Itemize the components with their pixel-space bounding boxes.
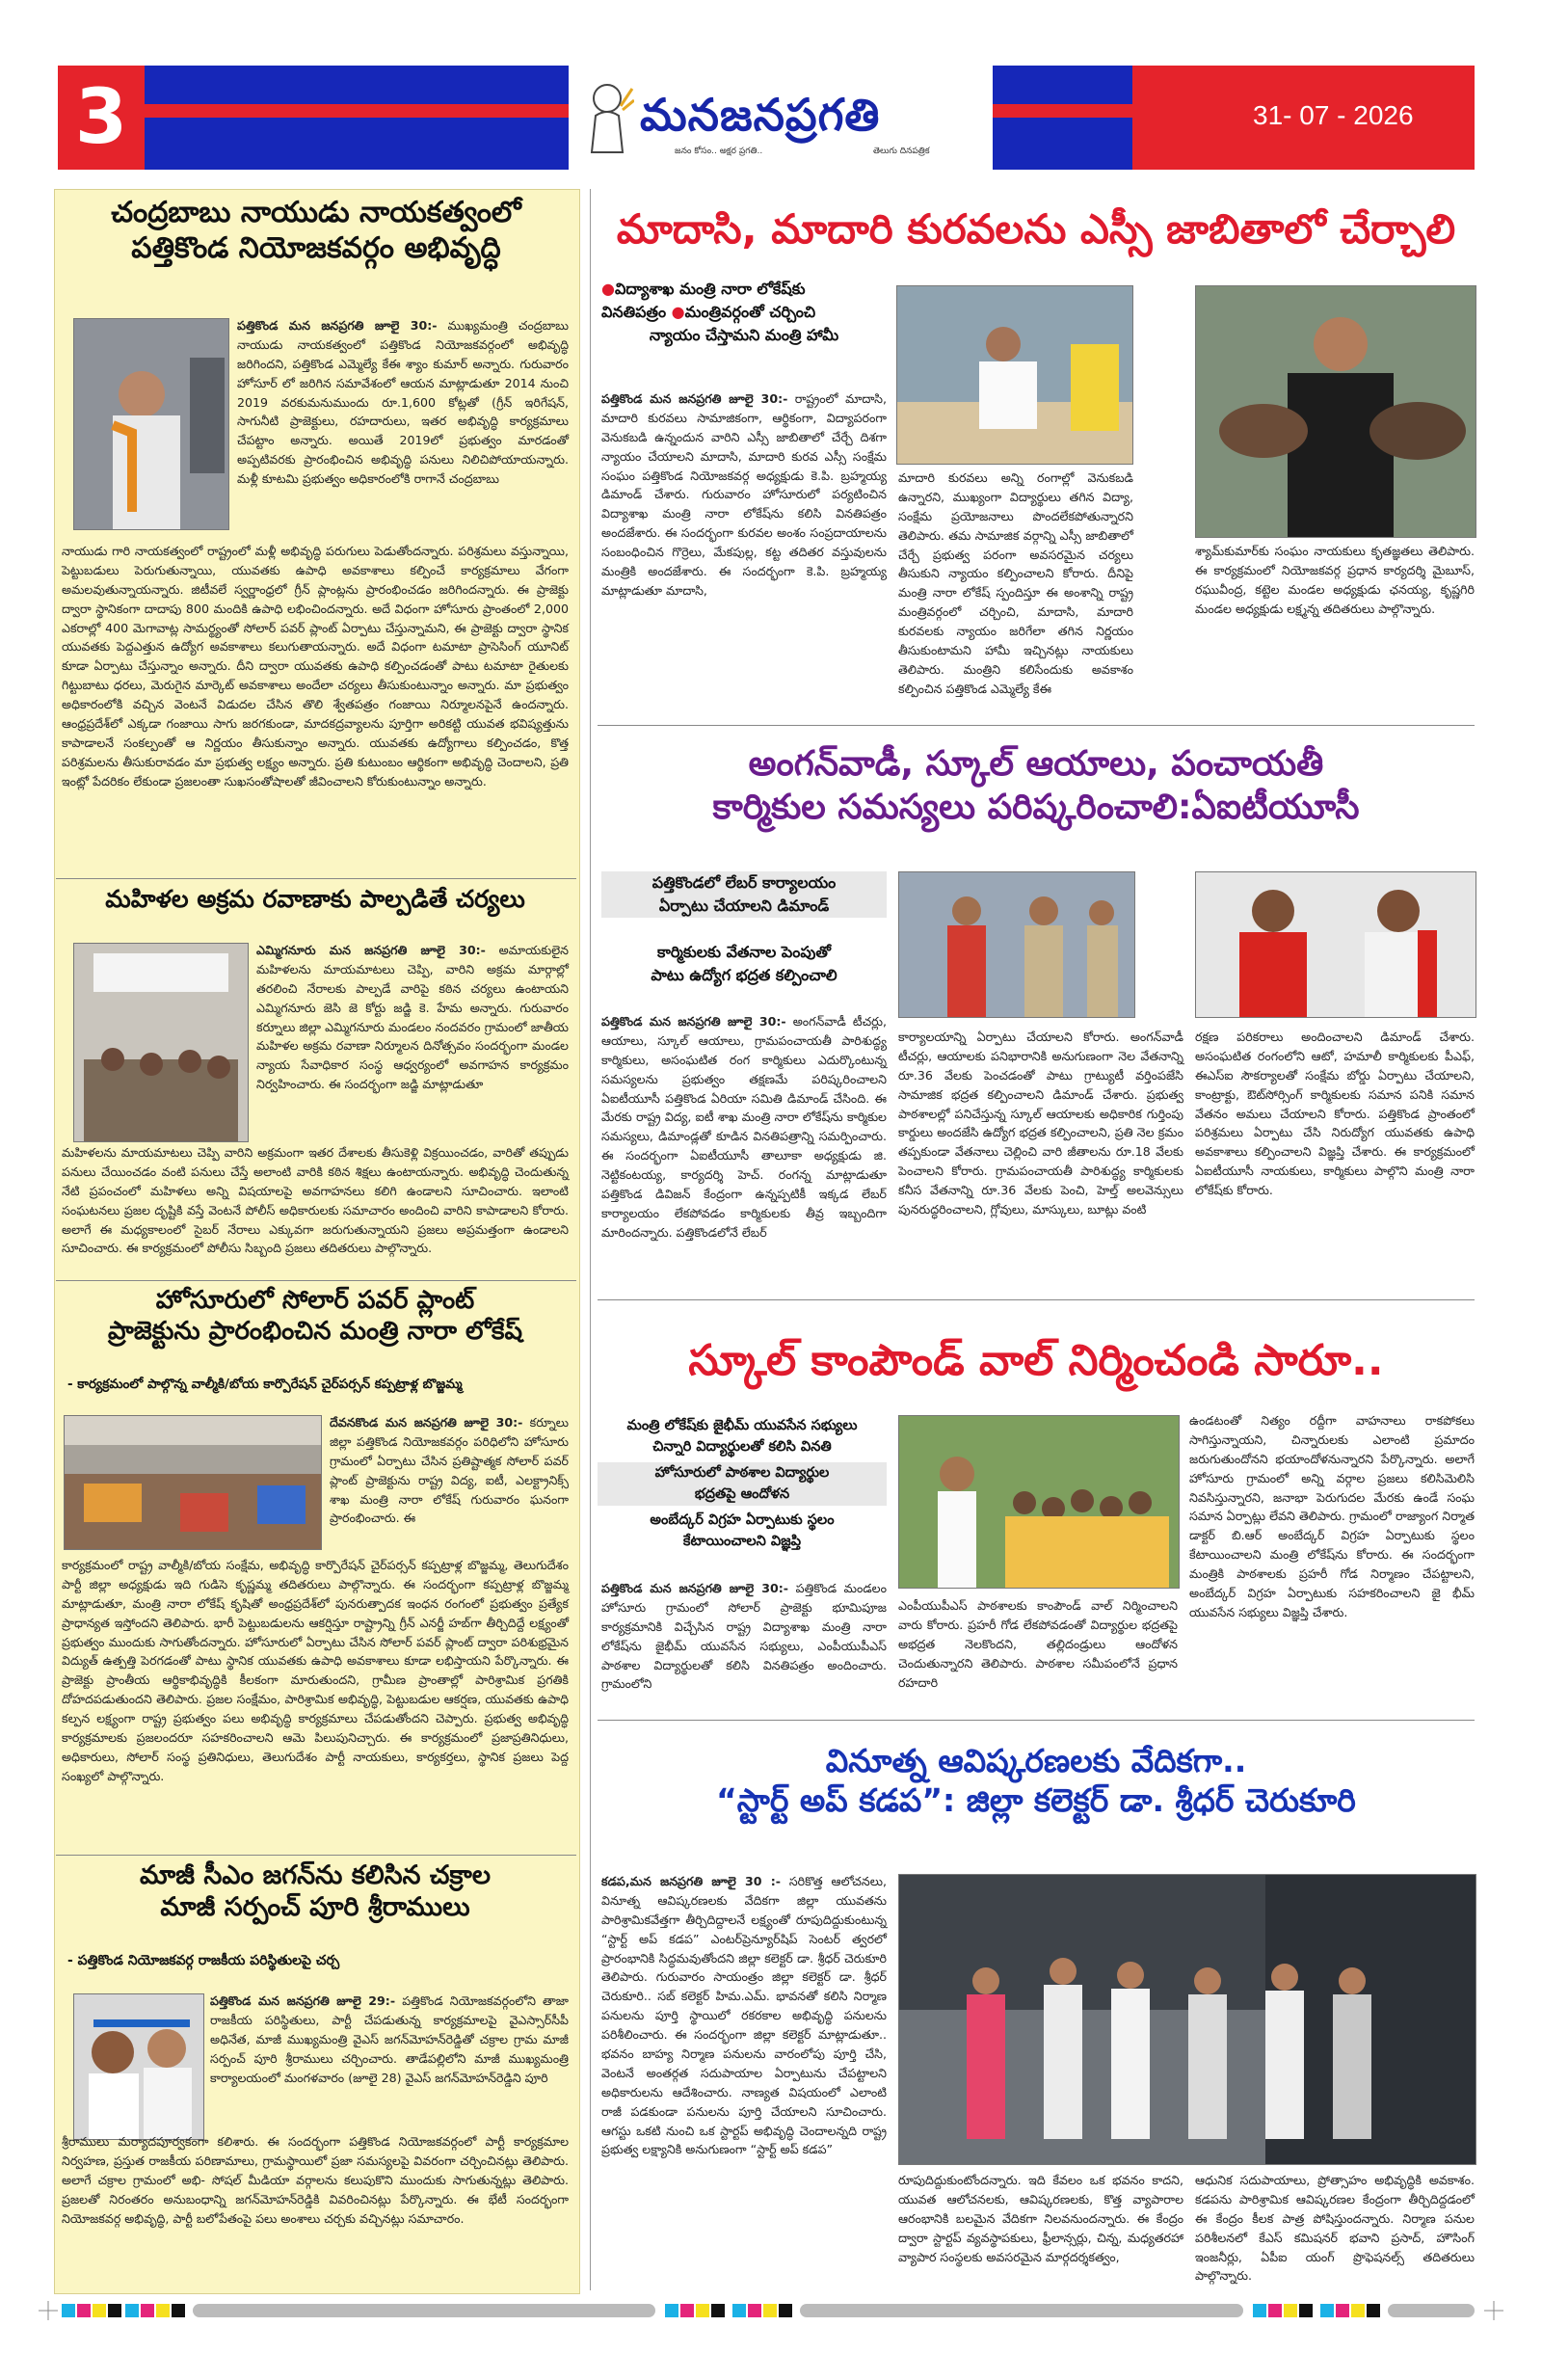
r1-col-3: శ్యామ్‌కుమార్‌కు సంఘం నాయకులు కృతజ్ఞతలు తెలిపారు. ఈ కార్యక్రమంలో నియోజకవర్గ ప్రధాన కార్యదర్శి మైబూస్, రఘువీంద్ర, కట్టెల మండల అధ్యక్షుడు ఛనయ్య, కృష్ణగిరి మండల అధ్యక్షుడు లక్ష్మన్న తదితరులు పాల్గొన్నారు. bbox=[1195, 544, 1475, 616]
issue-date: 31- 07 - 2026 bbox=[1253, 100, 1414, 130]
r4-headline-line2: “స్టార్ట్ అప్ కడప”: జిల్లా కలెక్టర్ డా. శ్రీధర్ చెరుకూరి bbox=[716, 1781, 1356, 1820]
r4-headline-line1: వినూత్న ఆవిష్కరణలకు వేదికగా.. bbox=[825, 1742, 1247, 1779]
r3-sub1: మంత్రి లోకేష్‌కు జైభీమ్ యువసేన సభ్యులు bbox=[626, 1418, 858, 1433]
r4-col-1-top bbox=[601, 1872, 887, 2159]
r4-dateline: కడప,మన జనప్రగతి జూలై 30 :- bbox=[601, 1874, 782, 1888]
r1-col-1-text: రాష్ట్రంలో మాదాసి, మాదారి కురవలు సామాజికంగా, ఆర్థికంగా, విద్యాపరంగా వెనుకబడి ఉన్నందున వారిని ఎస్సీ జాబితాలో చేర్చే దిశగా న్యాయం చేయాలని మాదాసి, మాదారి కురవ ఎస్సీ సంక్షేమ సంఘం పత్తికొండ నియోజకవర్గ అధ్యక్షుడు కె.పి. బ్రహ్మయ్య డిమాండ్ చేశారు. గురువారం హోసూరులో పర్యటించిన విద్యాశాఖ మంత్రి నారా లోకేష్‌ను కలిసి వినతిపత్రం అందజేశారు. ఈ సందర్భంగా కురవల అంశం సంప్రదాయాలను సంబంధించిన గొర్రెలు, మేకపుల్ల, కట్ట తదితర వస్తువులను మంత్రికి అందజేశారు. ఈ సందర్భంగా కె.పి. బ్రహ్మయ్య మాట్లాడుతూ మాదాసి, bbox=[601, 391, 887, 598]
paper-name: మనజనప్రగతి bbox=[640, 89, 881, 141]
r4-col-1-top-text: సరికొత్త ఆలోచనలు, వినూత్న ఆవిష్కరణలకు వేదికగా జిల్లా యువతను పారిశ్రామికవేత్తగా తీర్చిదిద్దాలనే లక్ష్యంతో రూపుదిద్దుకుంటున్న “స్టార్ట్ అప్ కడప” ఎంటర్‌ప్రెన్యూర్‌షిప్ సెంటర్ త్వరలో ప్రారంభానికి సిద్ధమవుతోందని జిల్లా కలెక్టర్ డా. శ్రీధర్ చెరుకూరి తెలిపారు. గురువారం సాయంత్రం జిల్లా కలెక్టర్ డా. శ్రీధర్ చెరుకూరి.. సబ్ కలెక్టర్ హిమ.ఎమ్. భావనతో కలిసి నిర్మాణ పనులను పూర్తి స్థాయిలో రకరకాల అభివృద్ధి పనులను పరిశీలించారు. ఈ సందర్భంగా జిల్లా కలెక్టర్ మాట్లాడుతూ.. భవనం బాహ్య నిర్మాణ పనులను వారంలోపు పూర్తి చేసి, వెంటనే అంతర్గత సదుపాయాల ఏర్పాటును చేపట్టాలని అధికారులను ఆదేశించారు. నాణ్యత విషయంలో ఎలాంటి రాజీ పడకుండా పనులను పూర్తి చేయాలని సూచించారు. ఆగస్టు ఒకటి నుంచి ఒక స్టార్టప్ అభివృద్ధి చెందాలన్నది రాష్ట్ర ప్రభుత్వ లక్ష్యానికి అనుగుణంగా “స్టార్ట్ అప్ కడప” bbox=[601, 1874, 887, 2157]
r4-col-2-bottom: ఆధునిక సదుపాయాలు, ప్రోత్సాహం అభివృద్ధికి అవకాశం. కడపను పారిశ్రామిక ఆవిష్కరణల కేంద్రంగా తీర్చిదిద్దడంలో ఈ కేంద్రం కీలక పాత్ర పోషిస్తుందన్నారు. నిర్మాణ పనుల పరిశీలనలో కేఎస్ కమిషనర్ భవాని ప్రసాద్, హౌసింగ్ ఇంజనీర్లు, ఏపీఐ యంగ్ ప్రొఫెషనల్స్ తదితరులు పాల్గొన్నారు. bbox=[1195, 2173, 1475, 2284]
bullet-icon: ● bbox=[671, 303, 685, 321]
article-3-headline-line2: ప్రాజెక్టును ప్రారంభించిన మంత్రి నారా లోకేష్ bbox=[107, 1316, 523, 1346]
r2-col-3: రక్షణ పరికరాలు అందించాలని డిమాండ్ చేశారు. అసంఘటిత రంగంలోని ఆటో, హమాలీ కార్మికులకు పీఎఫ్, ఈఎస్‌ఐ సౌకర్యాలతో సంక్షేమ బోర్డు ఏర్పాటు చేయాలని, కాంట్రాక్టు, ఔట్‌సోర్సింగ్ కార్మికులకు సమాన పనికి సమాన వేతనం అమలు చేయాలని కోరారు. పత్తికొండ ప్రాంతంలో పరిశ్రమలు ఏర్పాటు చేసి నిరుద్యోగ యువతకు ఉపాధి అవకాశాలు కల్పించాలని విజ్ఞప్తి చేశారు. ఈ కార్యక్రమంలో ఏఐటీయూసీ నాయకులు, కార్మికులు పాల్గొని మంత్రి నారా లోకేష్‌కు కోరారు. bbox=[1195, 1030, 1475, 1198]
r3-sub6: కేటాయించాలని విజ్ఞప్తి bbox=[682, 1534, 802, 1550]
article-4-headline-line2: మాజీ సర్పంచ్ పూరి శ్రీరాములు bbox=[160, 1891, 470, 1922]
article-3-subhead: - కార్యక్రమంలో పాల్గొన్న వాల్మీకి/బోయ కార్పొరేషన్ చైర్‌పర్సన్ కప్పట్రాళ్ల బొజ్జమ్మ bbox=[67, 1377, 463, 1392]
r1-headline: మాదాసి, మాదారి కురవలను ఎస్సీ జాబితాలో చేర్చాలి bbox=[616, 205, 1456, 253]
article-4-headline bbox=[60, 1860, 571, 1924]
article-4-body-side bbox=[210, 1992, 569, 2087]
r1-sub1: విద్యాశాఖ మంత్రి నారా లోకేష్‌కు bbox=[614, 280, 806, 298]
r3-dateline: పత్తికొండ మన జనప్రగతి జూలై 30:- bbox=[601, 1581, 788, 1595]
article-1-body-side-text: ముఖ్యమంత్రి చంద్రబాబు నాయుడు నాయకత్వంలో పత్తికొండ నియోజకవర్గంలో అభివృద్ధి జరిగిందని, పత్తికొండ ఎమ్మెల్యే కేఈ శ్యాం కుమార్ అన్నారు. గురువారం హోసూర్ లో జరిగిన సమావేశంలో ఆయన మాట్లాడుతూ 2014 నుంచి 2019 వరకుమనుముందు రూ.1,600 కోట్లతో (గ్రీన్ ఇరిగేషన్, సాగునీటి ప్రాజెక్టులు, రహదారులు, ఇతర అభివృద్ధి కార్యక్రమాలు చేపట్టాం అన్నారు. అయితే 2019లో ప్రభుత్వం మారడంతో అప్పటివరకు ప్రారంభించిన అభివృద్ధి పనులు నిలిచిపోయాయన్నారు. మళ్లీ కూటమి ప్రభుత్వం అధికారంలోకి రాగానే చంద్రబాబు bbox=[237, 318, 569, 487]
r2-sub4: పాటు ఉద్యోగ భద్రత కల్పించాలి bbox=[651, 966, 837, 984]
r1-dateline: పత్తికొండ మన జనప్రగతి జూలై 30:- bbox=[601, 391, 788, 406]
article-4-photo bbox=[73, 1993, 204, 2140]
r2-headline-line2: కార్మికుల సమస్యలు పరిష్కరించాలి:ఏఐటీయూసీ bbox=[712, 788, 1360, 827]
r3-sub2: చిన్నారి విద్యార్థులతో కలిసి వినతి bbox=[652, 1439, 832, 1456]
print-color-strip bbox=[39, 2298, 1503, 2323]
r1-subheads bbox=[601, 278, 887, 347]
r2-subhead-2 bbox=[601, 941, 887, 987]
paper-tagline-right: తెలుగు దినపత్రిక bbox=[873, 147, 930, 156]
article-2-dateline: ఎమ్మిగనూరు మన జనప్రగతి జూలై 30:- bbox=[256, 943, 486, 957]
r1-col-1 bbox=[601, 389, 887, 601]
article-3-body-side-text: కర్నూలు జిల్లా పత్తికొండ నియోజకవర్గం పరిధిలోని హోసూరు గ్రామంలో ఏర్పాటు చేసిన ప్రతిష్టాత్మక సోలార్ పవర్ ప్లాంట్ ప్రాజెక్టును రాష్ట్ర విద్య, ఐటీ, ఎలక్ట్రానిక్స్ శాఖ మంత్రి నారా లోకేష్ గురువారం ఘనంగా ప్రారంభించారు. ఈ bbox=[330, 1415, 569, 1526]
separator bbox=[598, 1299, 1475, 1300]
separator bbox=[56, 1855, 576, 1856]
article-1-headline bbox=[67, 196, 565, 266]
gandhi-logo-icon bbox=[584, 77, 634, 156]
r2-col-2: కార్యాలయాన్ని ఏర్పాటు చేయాలని కోరారు. అంగన్‌వాడీ టీచర్లు, ఆయాలకు పనిభారానికి అనుగుణంగా నెల వేతనాన్ని రూ.36 వేలకు పెంచడంతో పాటు గ్రాట్యుటీ వర్తింపజేసి సామాజిక భద్రత కల్పించాలని డిమాండ్ చేశారు. ప్రభుత్వ పాఠశాలల్లో పనిచేస్తున్న స్కూల్ ఆయాలకు అధికారిక గుర్తింపు కార్డులు అందజేసి ఉద్యోగ భద్రత కల్పించాలని, ప్రతి నెల క్రమం తప్పకుండా వేతనాలు చెల్లించి వారి జీతాలను రూ.18 వేలకు పెంచాలని కోరారు. గ్రామపంచాయతీ పారిశుద్ధ్య కార్మికులకు కనీస వేతనాన్ని రూ.36 వేలకు పెంచి, హెల్త్ అలవెన్సులు పునరుద్ధరించాలని, గ్లోవులు, మాస్కులు, బూట్లు వంటి bbox=[898, 1030, 1183, 1217]
r3-col-1-text: పత్తికొండ మండలం హోసూరు గ్రామంలో సోలార్ ప్రాజెక్టు భూమిపూజ కార్యక్రమానికి విచ్చేసిన రాష్ట్ర విద్యాశాఖ మంత్రి నారా లోకేష్‌ను జైభీమ్ యువసేన సభ్యులు, ఎంపీయుపీఎస్ పాఠశాల విద్యార్థులతో కలిసి వినతిపత్రం అందించారు. గ్రామంలోని bbox=[601, 1581, 887, 1692]
r3-sub4: భద్రతపై ఆందోళన bbox=[694, 1486, 790, 1503]
bullet-icon: ● bbox=[601, 280, 615, 298]
r1-sub2: వినతిపత్రం bbox=[601, 303, 667, 321]
r3-subheads bbox=[598, 1415, 887, 1553]
article-3-headline bbox=[60, 1286, 571, 1347]
article-1-headline-line2: పత్తికొండ నియోజకవర్గం అభివృద్ధి bbox=[131, 230, 501, 265]
article-4-headline-line1: మాజీ సీఎం జగన్‌ను కలిసిన చక్రాల bbox=[139, 1860, 491, 1890]
r2-sub1: పత్తికొండలో లేబర్ కార్యాలయం bbox=[651, 873, 837, 892]
r1-sub3: మంత్రివర్గంతో చర్చించి bbox=[684, 303, 816, 321]
article-3-body-side bbox=[330, 1413, 569, 1528]
r3-sub3: హోసూరులో పాఠశాల విద్యార్థుల bbox=[654, 1464, 830, 1481]
r2-sub2: ఏర్పాటు చేయాలని డిమాండ్ bbox=[658, 896, 830, 915]
article-3-body: కార్యక్రమంలో రాష్ట్ర వాల్మీకి/బోయ సంక్షేమ, అభివృద్ధి కార్పొరేషన్ చైర్‌పర్సన్ కప్పట్రాళ్ల బొజ్జమ్మ, తెలుగుదేశం పార్టీ జిల్లా అధ్యక్షుడు ఇది గుడిసె కృష్ణమ్మ తదితరులు పాల్గొన్నారు. ఈ సందర్భంగా కప్పట్రాళ్ల బొజ్జమ్మ మాట్లాడుతూ, మంత్రి నారా లోకేష్ కృషితో అంధ్రప్రదేశ్‌లో పునరుత్పాదక ఇంధన రంగంలో ప్రభుత్వం ప్రత్యేక ప్రాధాన్యత ఇస్తోందని తెలిపారు. భారీ పెట్టుబడులను ఆకర్షిస్తూ రాష్ట్రాన్ని గ్రీన్ ఎనర్జీ హబ్‌గా తీర్చిదిద్దే లక్ష్యంతో ప్రభుత్వం ముందుకు సాగుతోందన్నారు. హోసూరులో ఏర్పాటు చేసిన సోలార్ పవర్ ప్లాంట్ ద్వారా పరిశుభ్రమైన విద్యుత్ ఉత్పత్తి పెరగడంతో పాటు స్థానిక యువతకు ఉపాధి అవకాశాలు కూడా లభిస్తాయని పేర్కొన్నారు. ఈ ప్రాజెక్టు ప్రాంతీయ ఆర్థికాభివృద్ధికి కీలకంగా మారుతుందని, గ్రామీణ ప్రాంతాల్లో పారిశ్రామిక ప్రగతికి దోహదపడుతుందని తెలిపారు. ప్రజల సంక్షేమం, పారిశ్రామిక అభివృద్ధి, పెట్టుబడుల ఆకర్షణ, యువతకు ఉపాధి కల్పన లక్ష్యంగా రాష్ట్ర ప్రభుత్వం పలు అభివృద్ధి కార్యక్రమాలు చేపడుతోందని చెప్పారు. ప్రభుత్వ అభివృద్ధి కార్యక్రమాలకు ప్రజలందరూ సహకరించాలని ఆమె పిలుపునిచ్చారు. ఈ కార్యక్రమంలో ప్రజాప్రతినిధులు, అధికారులు, సోలార్ సంస్థ ప్రతినిధులు, తెలుగుదేశం పార్టీ నాయకులు, కార్యకర్తలు, స్థానిక ప్రజలు పెద్ద సంఖ్యలో పాల్గొన్నారు. bbox=[62, 1558, 569, 1783]
r2-col-1-text: అంగన్‌వాడీ టీచర్లు, ఆయాలు, స్కూల్ ఆయాలు, గ్రామపంచాయతీ పారిశుద్ధ్య కార్మికులు, అసంఘటిత రంగ కార్మికులు ఎదుర్కొంటున్న సమస్యలను ప్రభుత్వం తక్షణమే పరిష్కరించాలని ఏఐటీయూసీ పత్తికొండ ఏరియా సమితి డిమాండ్ చేసింది. ఈ మేరకు రాష్ట్ర విద్య, ఐటీ శాఖ మంత్రి నారా లోకేష్‌ను కార్మికుల సమస్యలు, డిమాండ్లతో కూడిన వినతిపత్రాన్ని సమర్పించారు. ఈ సందర్భంగా ఏఐటీయూసీ తాలూకా అధ్యక్షుడు జి. నెట్టికంటయ్య, కార్యదర్శి హెచ్. రంగన్న మాట్లాడుతూ పత్తికొండ డివిజన్ కేంద్రంగా ఉన్నప్పటికీ ఇక్కడ లేబర్ కార్యాలయం లేకపోవడం కార్మికులకు తీవ్ర ఇబ్బందిగా మారిందన్నారు. పత్తికొండలోనే లేబర్ bbox=[601, 1014, 887, 1240]
r2-dateline: పత్తికొండ మన జనప్రగతి జూలై 30:- bbox=[601, 1014, 786, 1029]
r3-headline: స్కూల్ కాంపౌండ్ వాల్ నిర్మించండి సారూ.. bbox=[688, 1336, 1384, 1385]
article-1-body-side bbox=[237, 316, 569, 489]
page-number: 3 bbox=[74, 74, 128, 161]
article-1-photo bbox=[73, 318, 229, 530]
article-1-headline-line1: చంద్రబాబు నాయుడు నాయకత్వంలో bbox=[111, 196, 521, 229]
r2-photo-2 bbox=[1195, 871, 1476, 1018]
article-3-photo bbox=[64, 1415, 322, 1550]
r1-photo-2 bbox=[1195, 285, 1476, 538]
r3-photo bbox=[898, 1415, 1180, 1589]
separator bbox=[56, 878, 576, 879]
article-2-photo bbox=[73, 943, 249, 1142]
separator bbox=[598, 1720, 1475, 1721]
masthead-blue-band-left bbox=[145, 66, 569, 170]
r1-photo-1 bbox=[896, 285, 1133, 465]
r4-headline bbox=[598, 1741, 1475, 1821]
separator bbox=[598, 725, 1475, 726]
r4-photo bbox=[898, 1874, 1476, 2165]
article-3-dateline: దేవనకొండ మన జనప్రగతి జూలై 30:- bbox=[330, 1415, 523, 1430]
separator bbox=[56, 1280, 576, 1281]
article-4-subhead: - పత్తికొండ నియోజకవర్గ రాజకీయ పరిస్థితులపై చర్చ bbox=[67, 1953, 340, 1968]
r2-headline bbox=[598, 742, 1475, 829]
r4-col-1-bottom: రూపుదిద్దుకుంటోందన్నారు. ఇది కేవలం ఒక భవనం కాదని, యువత ఆలోచనలకు, ఆవిష్కరణలకు, కొత్త వ్యాపారాల ఆరంభానికి బలమైన వేదికగా నిలవనుందన్నారు. ఈ కేంద్రం ద్వారా స్టార్టప్ వ్యవస్థాపకులు, ఫ్రీలాన్సర్లు, చిన్న, మధ్యతరహా వ్యాపార సంస్థలకు అవసరమైన మార్గదర్శకత్వం, bbox=[898, 2173, 1183, 2264]
r3-col-3: ఉండటంతో నిత్యం రద్దీగా వాహనాలు రాకపోకలు సాగిస్తున్నాయని, చిన్నారులకు ఎలాంటి ప్రమాదం జరుగుతుందోనని భయాందోళనున్నారని పేర్కొన్నారు. అలాగే హోసూరు గ్రామంలో అన్ని వర్గాల ప్రజలు కలిసిమెలిసి నివసిస్తున్నారని, జనాభా పెరుగుదల మేరకు ఉండే సంఘ సమాన ఏర్పాట్లు లేవని తెలిపారు. గ్రామంలో రాజ్యాంగ నిర్మాత డాక్టర్ బి.ఆర్ అంబేద్కర్ విగ్రహ ఏర్పాటుకు స్థలం కేటాయించాలని మంత్రి లోకేష్‌ను కోరారు. ఈ సందర్భంగా మంత్రికి పాఠశాలకు ప్రహరీ గోడ నిర్మాణం చేపట్టాలని, అంబేద్కర్ విగ్రహ ఏర్పాటుకు సహకరించాలని జై భీమ్ యువసేన సభ్యులు విజ్ఞప్తి చేశారు. bbox=[1189, 1413, 1475, 1619]
masthead-red-stripe-left bbox=[145, 104, 569, 118]
article-1-dateline: పత్తికొండ మన జనప్రగతి జూలై 30:- bbox=[237, 318, 438, 333]
r2-sub3: కార్మికులకు వేతనాల పెంపుతో bbox=[656, 943, 832, 961]
r3-col-2: ఎంపీయుపీఎస్ పాఠశాలకు కాంపౌండ్ వాల్ నిర్మించాలని వారు కోరారు. ప్రహరీ గోడ లేకపోవడంతో విద్యార్థుల భద్రతపై అభద్రత నెలకొందని, తల్లిదండ్రులు ఆందోళన చెందుతున్నారని తెలిపారు. పాఠశాల సమీపంలోనే ప్రధాన రహదారి bbox=[898, 1598, 1178, 1690]
article-1-body: నాయుడు గారి నాయకత్వంలో రాష్ట్రంలో మళ్లీ అభివృద్ధి పరుగులు పెడుతోందన్నారు. పరిశ్రమలు వస్తున్నాయి, పెట్టుబడులు పెరుగుతున్నాయి, యువతకు ఉపాధి అవకాశాలు కల్పించే కార్యక్రమాలు వేగంగా అమలవుతున్నాయన్నారు. జిటీవలే స్వర్ణాంధ్రలో గ్రీన్ ప్లాంట్లను ప్రారంభించడం జరిగిందన్నారు. ఈ ప్రాజెక్టు ద్వారా స్థానికంగా దాదాపు 800 మందికి ఉపాధి లభించిందన్నారు. అదే విధంగా హోసూరు ప్రాంతంలో 2,000 ఎకరాల్లో 400 మెగావాట్ల సామర్థ్యంతో సోలార్ పవర్ ప్లాంట్ ఏర్పాటు చేస్తున్నామని, ఈ ప్రాజెక్టు ద్వారా స్థానిక యువతకు పెద్దఎత్తున ఉద్యోగ అవకాశాలు కలుగుతాయన్నారు. అదే విధంగా టమాటా ప్రాసెసింగ్ యూనిట్ కూడా ఏర్పాటు చేస్తున్నాం అన్నారు. దీని ద్వారా యువతకు ఉపాధి కల్పించడంతో పాటు టమాటా రైతులకు గిట్టుబాటు ధరలు, మెరుగైన మార్కెట్ అవకాశాలు అందేలా చర్యలు తీసుకుంటున్నాం అన్నారు. మా ప్రభుత్వం అధికారంలోకి వచ్చిన వెంటనే విడుదల చేసిన తొలి శ్వేతపత్రం గంజాయి నిర్మూలనపైనే ఉందన్నారు. ఆంధ్రప్రదేశ్‌లో ఎక్కడా గంజాయి సాగు జరగకుండా, మాదకద్రవ్యాలను పూర్తిగా అరికట్టి యువత భవిష్యత్తును కాపాడాలనే సంకల్పంతో ఆ నిర్ణయం తీసుకున్నాం అన్నారు. యువతకు ఉద్యోగాలు కల్పించడం, కొత్త పరిశ్రమలను తీసుకురావడం మా ప్రభుత్వ లక్ష్యం అన్నారు. ప్రతి కుటుంబం ఆర్థికంగా అభివృద్ధి చెందాలని, ప్రతి ఇంట్లో పేదరికం లేకుండా ప్రజలంతా సుఖసంతోషాలతో జీవించాలని కోరుకుంటున్నాం అన్నారు. bbox=[62, 544, 569, 789]
r2-col-1 bbox=[601, 1012, 887, 1243]
r2-subhead-1 bbox=[601, 871, 887, 918]
article-4-body-side-text: పత్తికొండ నియోజకవర్గంలోని తాజా రాజకీయ పరిస్థితులు, పార్టీ చేపడుతున్న కార్యక్రమాలపై వైఎస్సార్‌సీపీ అధినేత, మాజీ ముఖ్యమంత్రి వైఎస్ జగన్‌మోహన్‌రెడ్డితో చక్రాల గ్రామ మాజీ సర్పంచ్ పూరి శ్రీరాములు చర్చించారు. తాడేపల్లిలోని మాజీ ముఖ్యమంత్రి కార్యాలయంలో మంగళవారం (జూలై 28) వైఎస్ జగన్‌మోహన్‌రెడ్డిని పూరి bbox=[210, 1993, 569, 2085]
r3-sub5: అంబేద్కర్ విగ్రహ ఏర్పాటుకు స్థలం bbox=[650, 1511, 835, 1528]
article-3-headline-line1: హోసూరులో సోలార్ పవర్ ప్లాంట్ bbox=[155, 1286, 475, 1315]
article-2-body: మహిళలను మాయమాటలు చెప్పి వారిని అక్రమంగా ఇతర దేశాలకు తీసుకెళ్లి విక్రయించడం, వారితో తప్పుడు పనులు చేయించడం వంటి పనులు చేస్తే అలాంటి వారికి కఠిన శిక్షలు ఉంటాయన్నారు. అభివృద్ధి చెందుతున్న నేటి ప్రపంచంలో మహిళలు అన్ని విషయాలపై అవగాహనలు కలిగి ఉండాలని సూచించారు. ఇలాంటి సంఘటనలు ప్రజల దృష్టికి వస్తే వెంటనే పోలీస్ అధికారులకు సమాచారం అందించి వారిని కాపాడాలని కోరారు. అలాగే ఈ మధ్యకాలంలో సైబర్ నేరాలు ఎక్కువగా జరుగుతున్నాయని ప్రజలు అప్రమత్తంగా ఉండాలని సూచించారు. ఈ కార్యక్రమంలో పోలీసు సిబ్బంది ప్రజలు తదితరులు పాల్గొన్నారు. bbox=[62, 1145, 569, 1256]
article-2-headline: మహిళల అక్రమ రవాణాకు పాల్పడితే చర్యలు bbox=[105, 885, 525, 913]
article-4-dateline: పత్తికొండ మన జనప్రగతి జూలై 29:- bbox=[210, 1993, 396, 2008]
r1-col-2: మాదారి కురవలు అన్ని రంగాల్లో వెనుకబడి ఉన్నారని, ముఖ్యంగా విద్యార్థులు తగిన విద్యా, సంక్షేమ ప్రయోజనాలు పొందలేకపోతున్నారని తెలిపారు. తమ సామాజిక వర్గాన్ని ఎస్సీ జాబితాలో చేర్చే ప్రభుత్వ పరంగా అవసరమైన చర్యలు తీసుకుని న్యాయం కల్పించాలని కోరారు. దీనిపై మంత్రి నారా లోకేష్ స్పందిస్తూ ఈ అంశాన్ని రాష్ట్ర మంత్రివర్గంలో చర్చించి, మాదాసి, మాదారి కురవలకు న్యాయం జరిగేలా తగిన నిర్ణయం తీసుకుంటామని హామీ ఇచ్చినట్లు నాయకులు తెలిపారు. మంత్రిని కలిసేందుకు అవకాశం కల్పించిన పత్తికొండ ఎమ్మెల్యే కేఈ bbox=[898, 470, 1133, 696]
article-4-body: శ్రీరాములు మర్యాదపూర్వకంగా కలిశారు. ఈ సందర్భంగా పత్తికొండ నియోజకవర్గంలో పార్టీ కార్యక్రమాల నిర్వహణ, ప్రస్తుత రాజకీయ పరిణామాలు, గ్రామస్థాయిలో ప్రజా సమస్యలపై వివరంగా చర్చించినట్లు తెలిపారు. అలాగే చక్రాల గ్రామంలో అభి- సోషల్ మీడియా వర్గాలను కలుపుకొని ముందుకు సాగుతున్నట్లు తెలిపారు. ప్రజలతో నిరంతరం అనుబంధాన్ని జగన్‌మోహన్‌రెడ్డికి వివరించినట్లు పేర్కొన్నారు. ఈ భేటీ సందర్భంగా నియోజకవర్గ అభివృద్ధి, పార్టీ బలోపేతంపై పలు అంశాలు చర్చకు వచ్చినట్లు సమాచారం. bbox=[62, 2134, 569, 2226]
column-divider bbox=[590, 189, 591, 2290]
r2-photo-1 bbox=[898, 871, 1135, 1018]
paper-tagline: జనం కోసం.. అక్షర ప్రగతి.. bbox=[675, 147, 763, 156]
r1-sub4: న్యాయం చేస్తామని మంత్రి హామీ bbox=[649, 326, 839, 344]
article-2-body-side-text: అమాయకులైన మహిళలను మాయమాటలు చెప్పి, వారిని అక్రమ మార్గాల్లో తరలించి నేరాలకు పాల్పడే వారిపై కఠిన చర్యలు ఉంటాయని ఎమ్మిగనూరు జెసి జె కోర్టు జడ్జి కె. హేమ అన్నారు. గురువారం కర్నూలు జిల్లా ఎమ్మిగనూరు మండలం నందవరం గ్రామంలో జాతీయ మహిళల అక్రమ రవాణా నిర్మూలన దినోత్సవం సందర్భంగా మండల న్యాయ సేవాధికార సంస్థ ఆధ్వర్యంలో అవగాహన కార్యక్రమం నిర్వహించారు. ఈ సందర్భంగా జడ్జి మాట్లాడుతూ bbox=[256, 943, 569, 1092]
r3-col-1 bbox=[601, 1579, 887, 1694]
r2-headline-line1: అంగన్‌వాడీ, స్కూల్ ఆయాలు, పంచాయతీ bbox=[748, 744, 1324, 784]
article-2-body-side bbox=[256, 941, 569, 1094]
